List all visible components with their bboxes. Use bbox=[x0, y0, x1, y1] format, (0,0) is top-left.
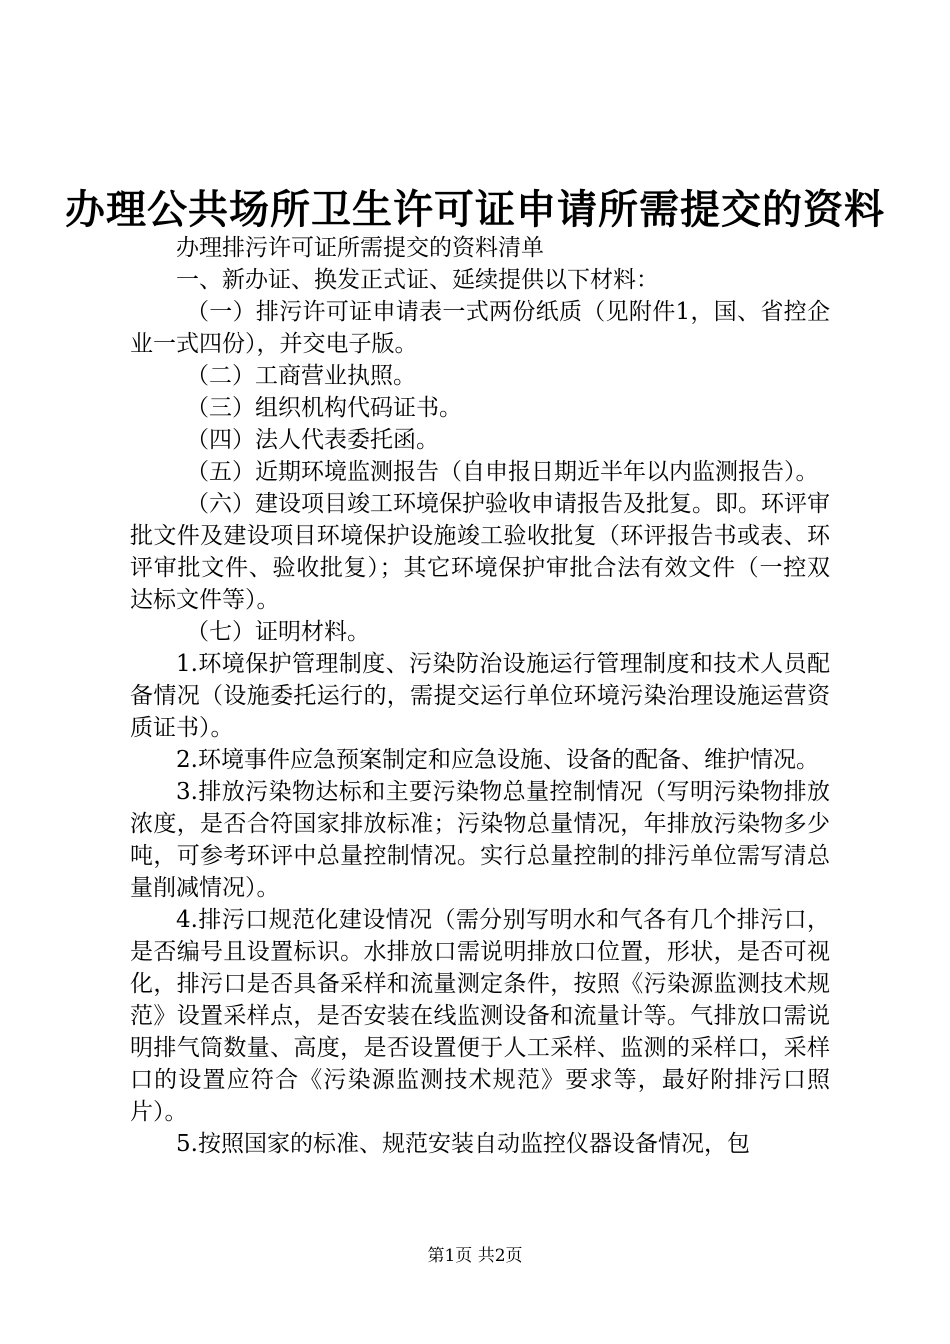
paragraph: 3.排放污染物达标和主要污染物总量控制情况（写明污染物排放浓度，是否合符国家排放标准；污染物总量情况，年排放污染物多少吨，可参考环评中总量控制情况。实行总量控制的排污单位需写清总量削减情况）。 bbox=[130, 779, 830, 901]
paragraph: 4.排污口规范化建设情况（需分别写明水和气各有几个排污口，是否编号且设置标识。水排放口需说明排放口位置，形状，是否可视化，排污口是否具备采样和流量测定条件，按照《污染源监测技术规范》设置采样点，是否安装在线监测设备和流量计等。气排放口需说明排气筒数量、高度，是否设置便于人工采样、监测的采样口，采样口的设置应符合《污染源监测技术规范》要求等，最好附排污口照片）。 bbox=[130, 907, 830, 1125]
document-title: 办理公共场所卫生许可证申请所需提交的资料 bbox=[65, 186, 885, 233]
paragraph: 一、新办证、换发正式证、延续提供以下材料： bbox=[176, 267, 659, 293]
paragraph: （四）法人代表委托函。 bbox=[186, 427, 439, 453]
paragraph: （六）建设项目竣工环境保护验收申请报告及批复。即。环评审批文件及建设项目环境保护设施竣工验收批复（环评报告书或表、环评审批文件、验收批复）；其它环境保护审批合法有效文件（一控双达标文件等）。 bbox=[130, 491, 830, 613]
paragraph: （三）组织机构代码证书。 bbox=[186, 395, 462, 421]
paragraph: （二）工商营业执照。 bbox=[186, 363, 416, 389]
paragraph: 5.按照国家的标准、规范安装自动监控仪器设备情况，包 bbox=[176, 1131, 750, 1157]
paragraph: 2.环境事件应急预案制定和应急设施、设备的配备、维护情况。 bbox=[176, 747, 819, 773]
paragraph: （一）排污许可证申请表一式两份纸质（见附件1，国、省控企业一式四份），并交电子版。 bbox=[130, 299, 830, 357]
paragraph: （五）近期环境监测报告（自申报日期近半年以内监测报告）。 bbox=[186, 459, 819, 485]
document-body bbox=[130, 232, 830, 1160]
paragraph: 1.环境保护管理制度、污染防治设施运行管理制度和技术人员配备情况（设施委托运行的，需提交运行单位环境污染治理设施运营资质证书）。 bbox=[130, 651, 830, 741]
page-number-footer: 第1页 共2页 bbox=[427, 1246, 523, 1266]
paragraph: （七）证明材料。 bbox=[186, 619, 370, 645]
paragraph: 办理排污许可证所需提交的资料清单 bbox=[176, 235, 544, 261]
